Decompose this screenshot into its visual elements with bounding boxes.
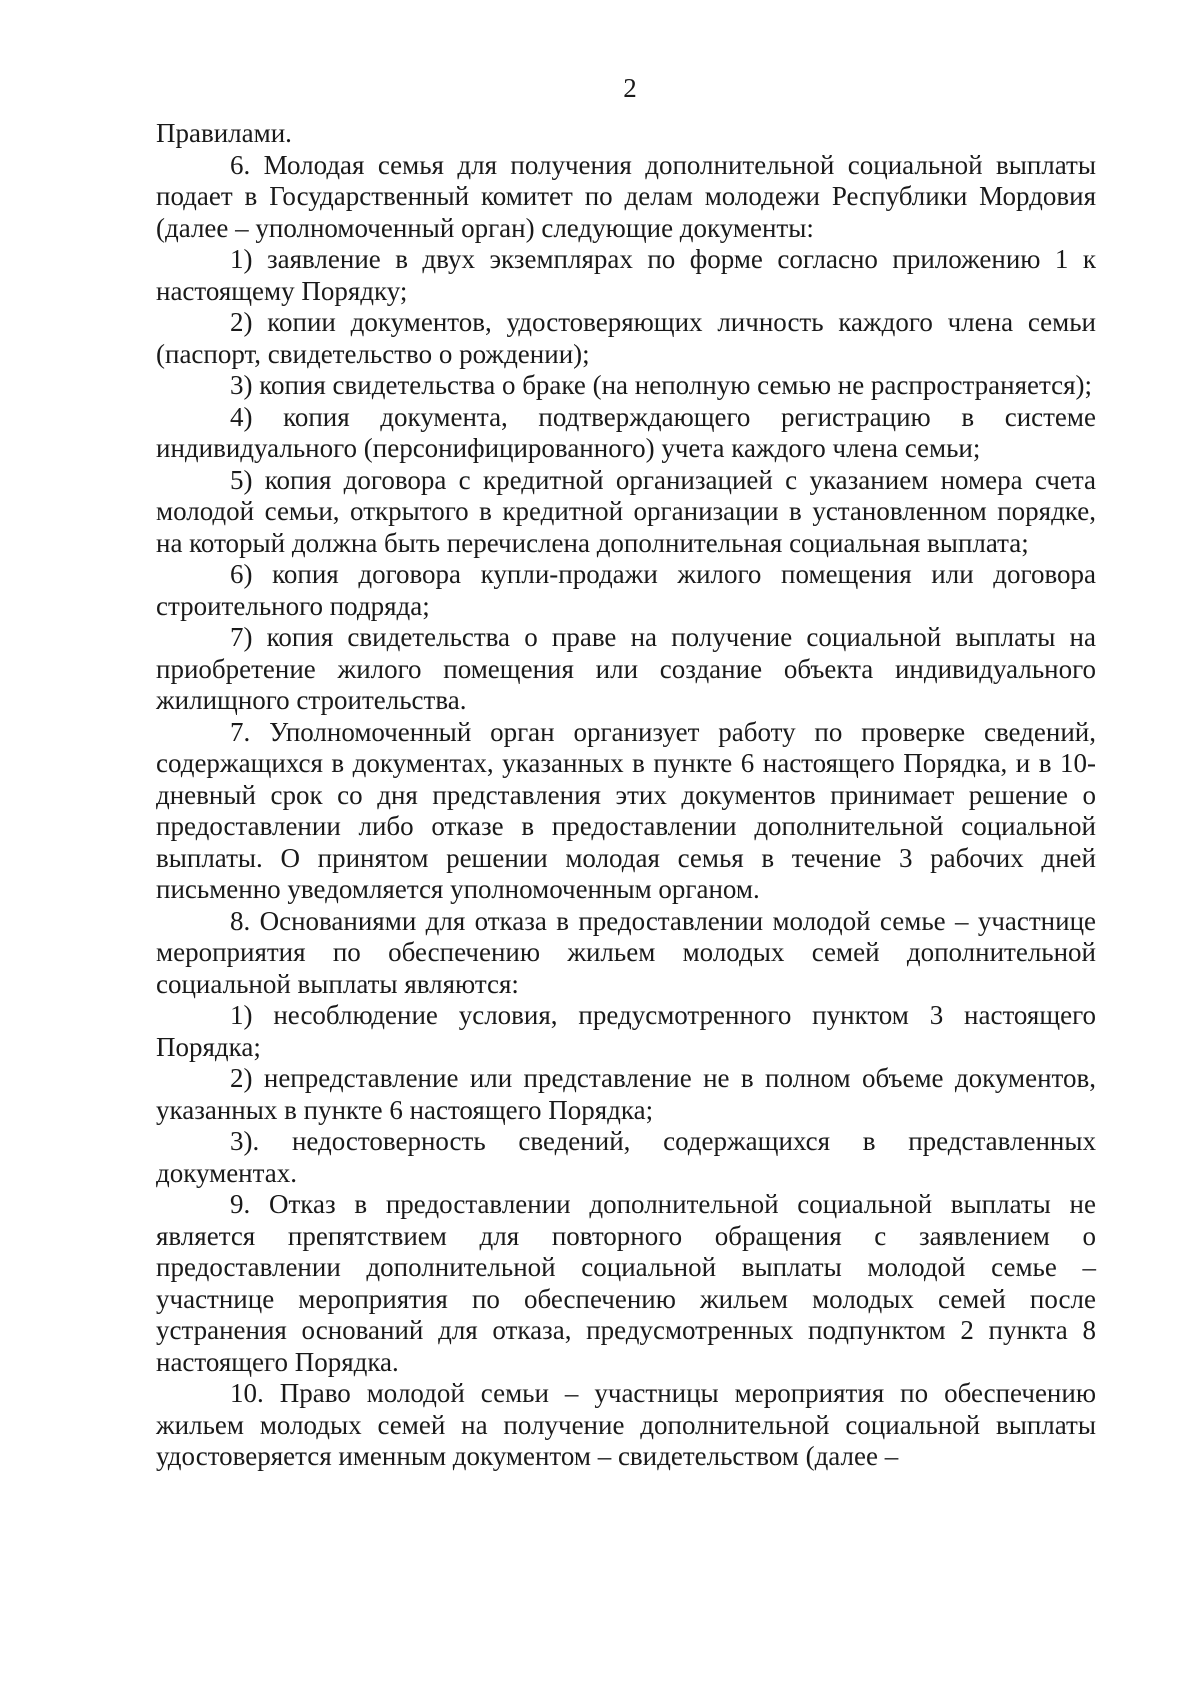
paragraph: 3). недостоверность сведений, содержащихся в представленных документах.: [156, 1126, 1096, 1188]
paragraph: 3) копия свидетельства о браке (на неполную семью не распространяется);: [230, 370, 1092, 400]
document-body: [156, 118, 1096, 1473]
paragraph: Правилами.: [156, 118, 292, 148]
paragraph: 2) копии документов, удостоверяющих личность каждого члена семьи (паспорт, свидетельство о рождении);: [156, 307, 1096, 369]
paragraph: 7) копия свидетельства о праве на получение социальной выплаты на приобретение жилого помещения или создание объекта индивидуального жилищного строительства.: [156, 622, 1096, 715]
paragraph: 6. Молодая семья для получения дополнительной социальной выплаты подает в Государственный комитет по делам молодежи Республики Мордовия (далее – уполномоченный орган) следующие документы:: [156, 149, 1096, 243]
paragraph: 5) копия договора с кредитной организацией с указанием номера счета молодой семьи, открытого в кредитной организации в установленном порядке, на который должна быть перечислена дополнительная социальная выплата;: [156, 464, 1096, 558]
paragraph: 1) заявление в двух экземплярах по форме согласно приложению 1 к настоящему Порядку;: [156, 244, 1096, 306]
paragraph: 7. Уполномоченный орган организует работу по проверке сведений, содержащихся в документах, указанных в пункте 6 настоящего Порядка, и в 10-дневный срок со дня представления этих документов принимает решение о предоставлении либо отказе в предоставлении дополнительной социальной выплаты. О принятом решении молодая семья в течение 3 рабочих дней письменно уведомляется уполномоченным органом.: [156, 716, 1096, 904]
paragraph: 6) копия договора купли-продажи жилого помещения или договора строительного подряда;: [156, 559, 1096, 621]
paragraph: 4) копия документа, подтверждающего регистрацию в системе индивидуального (персонифицированного) учета каждого члена семьи;: [156, 401, 1096, 463]
paragraph: 2) непредставление или представление не в полном объеме документов, указанных в пункте 6 настоящего Порядка;: [156, 1063, 1096, 1125]
paragraph: 8. Основаниями для отказа в предоставлении молодой семье – участнице мероприятия по обеспечению жильем молодых семей дополнительной социальной выплаты являются:: [156, 905, 1096, 999]
page-number: 2: [623, 73, 637, 103]
paragraph: 10. Право молодой семьи – участницы мероприятия по обеспечению жильем молодых семей на получение дополнительной социальной выплаты удостоверяется именным документом – свидетельством (далее –: [156, 1378, 1096, 1471]
paragraph: 1) несоблюдение условия, предусмотренного пунктом 3 настоящего Порядка;: [156, 1000, 1096, 1062]
paragraph: 9. Отказ в предоставлении дополнительной социальной выплаты не является препятствием для повторного обращения с заявлением о предоставлении дополнительной социальной выплаты молодой семье – участнице мероприятия по обеспечению жильем молодых семей после устранения оснований для отказа, предусмотренных подпунктом 2 пункта 8 настоящего Порядка.: [156, 1189, 1096, 1377]
